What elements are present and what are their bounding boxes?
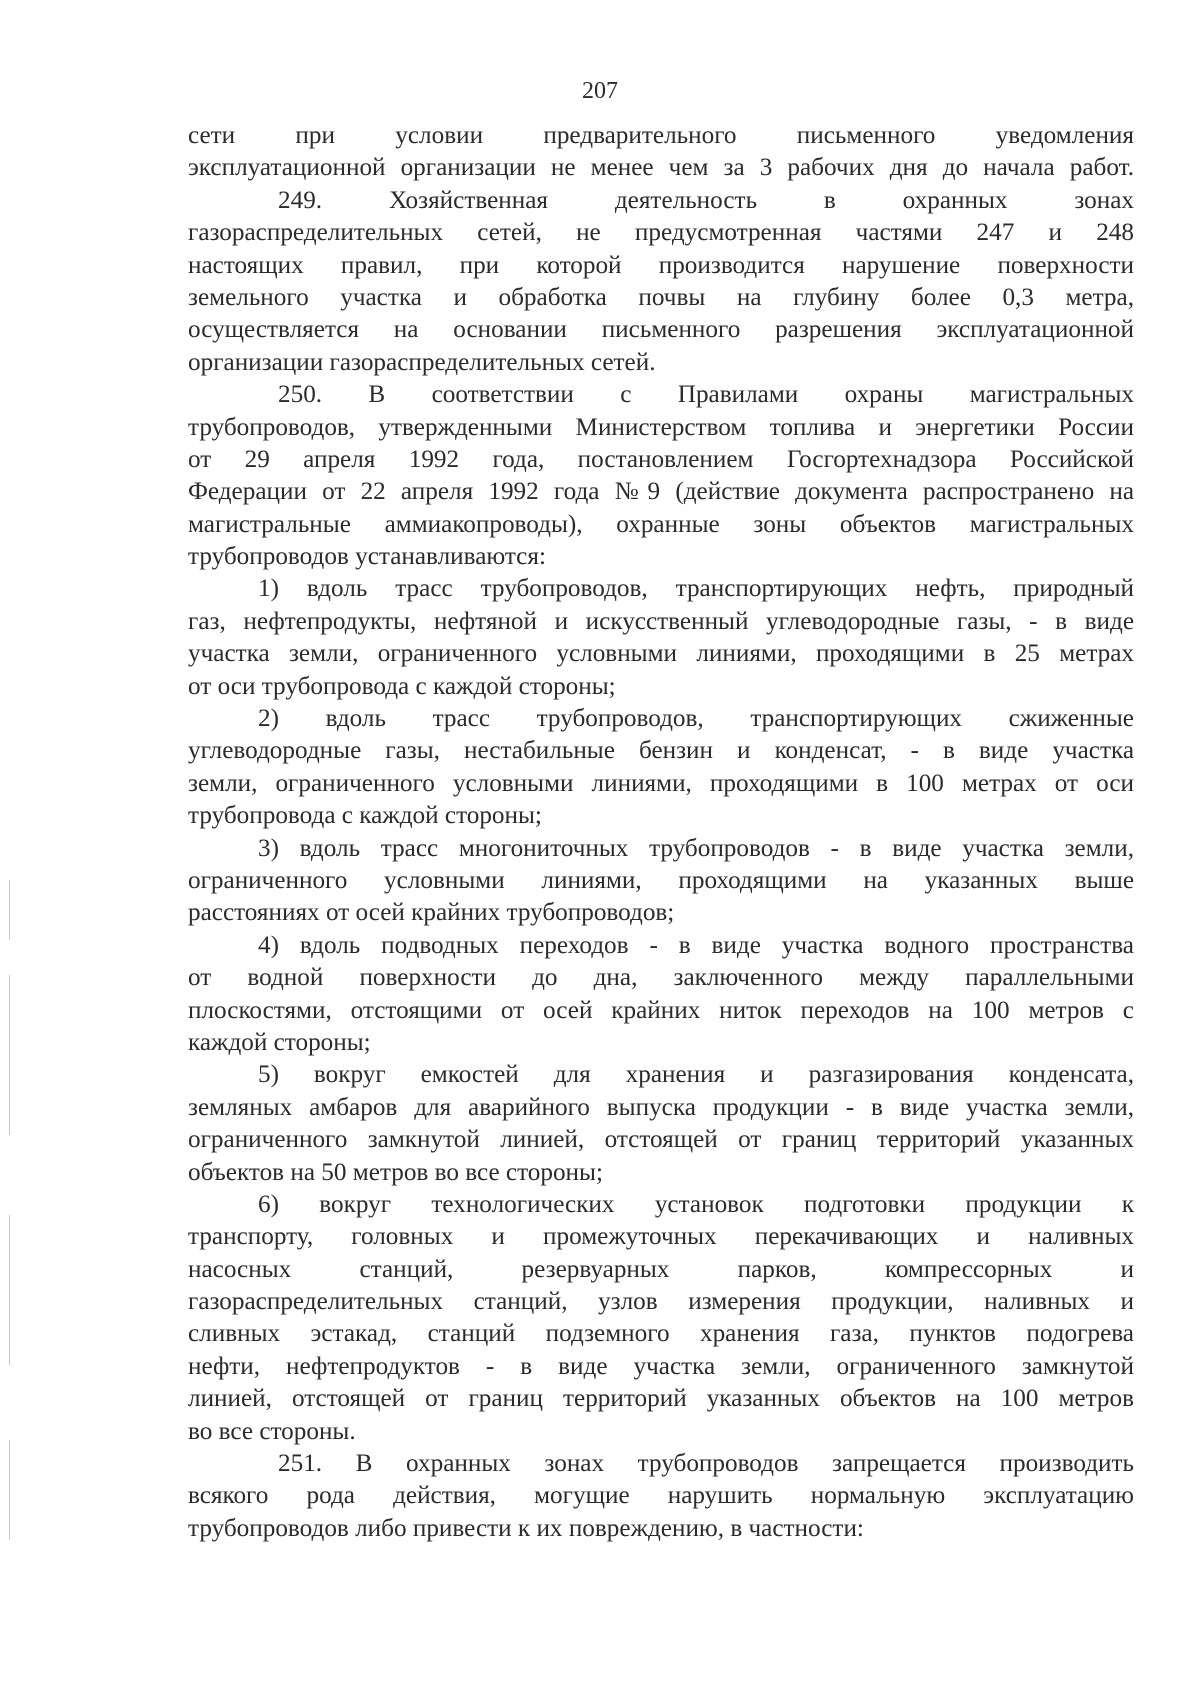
text-line: плоскостями, отстоящими от осей крайних ниток переходов на 100 метров с — [188, 996, 1134, 1024]
text-line: 4) вдоль подводных переходов - в виде участка водного пространства — [258, 931, 1134, 959]
text-line: во все стороны. — [188, 1417, 356, 1445]
scan-edge-mark — [9, 975, 10, 1135]
text-line: объектов на 50 метров во все стороны; — [188, 1158, 603, 1186]
text-line: 250. В соответствии с Правилами охраны магистральных — [278, 381, 1134, 409]
text-line: 5) вокруг емкостей для хранения и разгазирования конденсата, — [258, 1061, 1134, 1089]
text-line: осуществляется на основании письменного разрешения эксплуатационной — [188, 316, 1134, 344]
text-line: 3) вдоль трасс многониточных трубопроводов - в виде участка земли, — [258, 834, 1134, 862]
scan-edge-mark — [9, 1215, 10, 1365]
text-line: настоящих правил, при которой производится нарушение поверхности — [188, 251, 1134, 279]
text-line: углеводородные газы, нестабильные бензин и конденсат, - в виде участка — [188, 737, 1134, 765]
text-line: от оси трубопровода с каждой стороны; — [188, 672, 616, 700]
text-line: земельного участка и обработка почвы на глубину более 0,3 метра, — [188, 283, 1134, 311]
text-line: эксплуатационной организации не менее чем за 3 рабочих дня до начала работ. — [188, 154, 1134, 182]
text-line: трубопровода с каждой стороны; — [188, 802, 542, 830]
text-line: каждой стороны; — [188, 1028, 371, 1056]
text-line: трубопроводов, утвержденными Министерством топлива и энергетики России — [188, 413, 1134, 441]
text-line: всякого рода действия, могущие нарушить нормальную эксплуатацию — [188, 1482, 1134, 1510]
text-line: линией, отстоящей от границ территорий указанных объектов на 100 метров — [188, 1385, 1134, 1413]
text-line: 251. В охранных зонах трубопроводов запрещается производить — [278, 1450, 1134, 1478]
text-line: магистральные аммиакопроводы), охранные зоны объектов магистральных — [188, 510, 1134, 538]
text-line: Федерации от 22 апреля 1992 года №9 (действие документа распространено на — [188, 478, 1134, 506]
text-line: от водной поверхности до дна, заключенного между параллельными — [188, 964, 1134, 992]
text-line: газораспределительных сетей, не предусмотренная частями 247 и 248 — [188, 219, 1134, 247]
text-line: трубопроводов устанавливаются: — [188, 543, 546, 571]
text-line: транспорту, головных и промежуточных перекачивающих и наливных — [188, 1223, 1134, 1251]
text-line: расстояниях от осей крайних трубопроводов; — [188, 899, 675, 927]
page-number: 207 — [582, 78, 618, 104]
text-line: сливных эстакад, станций подземного хранения газа, пунктов подогрева — [188, 1320, 1134, 1348]
text-line: земляных амбаров для аварийного выпуска продукции - в виде участка земли, — [188, 1093, 1134, 1121]
text-line: нефти, нефтепродуктов - в виде участка земли, ограниченного замкнутой — [188, 1352, 1134, 1380]
scan-edge-mark — [9, 880, 10, 940]
document-body — [188, 120, 1134, 1545]
text-line: участка земли, ограниченного условными линиями, проходящими в 25 метрах — [188, 640, 1134, 668]
text-line: земли, ограниченного условными линиями, проходящими в 100 метрах от оси — [188, 769, 1134, 797]
text-line: насосных станций, резервуарных парков, компрессорных и — [188, 1255, 1134, 1283]
text-line: ограниченного условными линиями, проходящими на указанных выше — [188, 866, 1134, 894]
text-line: газораспределительных станций, узлов измерения продукции, наливных и — [188, 1288, 1134, 1316]
text-line: ограниченного замкнутой линией, отстоящей от границ территорий указанных — [188, 1126, 1134, 1154]
text-line: 1) вдоль трасс трубопроводов, транспортирующих нефть, природный — [258, 575, 1134, 603]
text-line: трубопроводов либо привести к их повреждению, в частности: — [188, 1514, 864, 1542]
text-line: сети при условии предварительного письменного уведомления — [188, 122, 1134, 149]
text-line: 249. Хозяйственная деятельность в охранных зонах — [278, 186, 1134, 214]
text-line: 6) вокруг технологических установок подготовки продукции к — [258, 1190, 1134, 1218]
text-line: от 29 апреля 1992 года, постановлением Госгортехнадзора Российской — [188, 445, 1134, 473]
scan-edge-mark — [9, 1440, 10, 1540]
text-line: газ, нефтепродукты, нефтяной и искусственный углеводородные газы, - в виде — [188, 607, 1134, 635]
text-line: 2) вдоль трасс трубопроводов, транспортирующих сжиженные — [258, 705, 1134, 733]
text-line: организации газораспределительных сетей. — [188, 348, 656, 376]
